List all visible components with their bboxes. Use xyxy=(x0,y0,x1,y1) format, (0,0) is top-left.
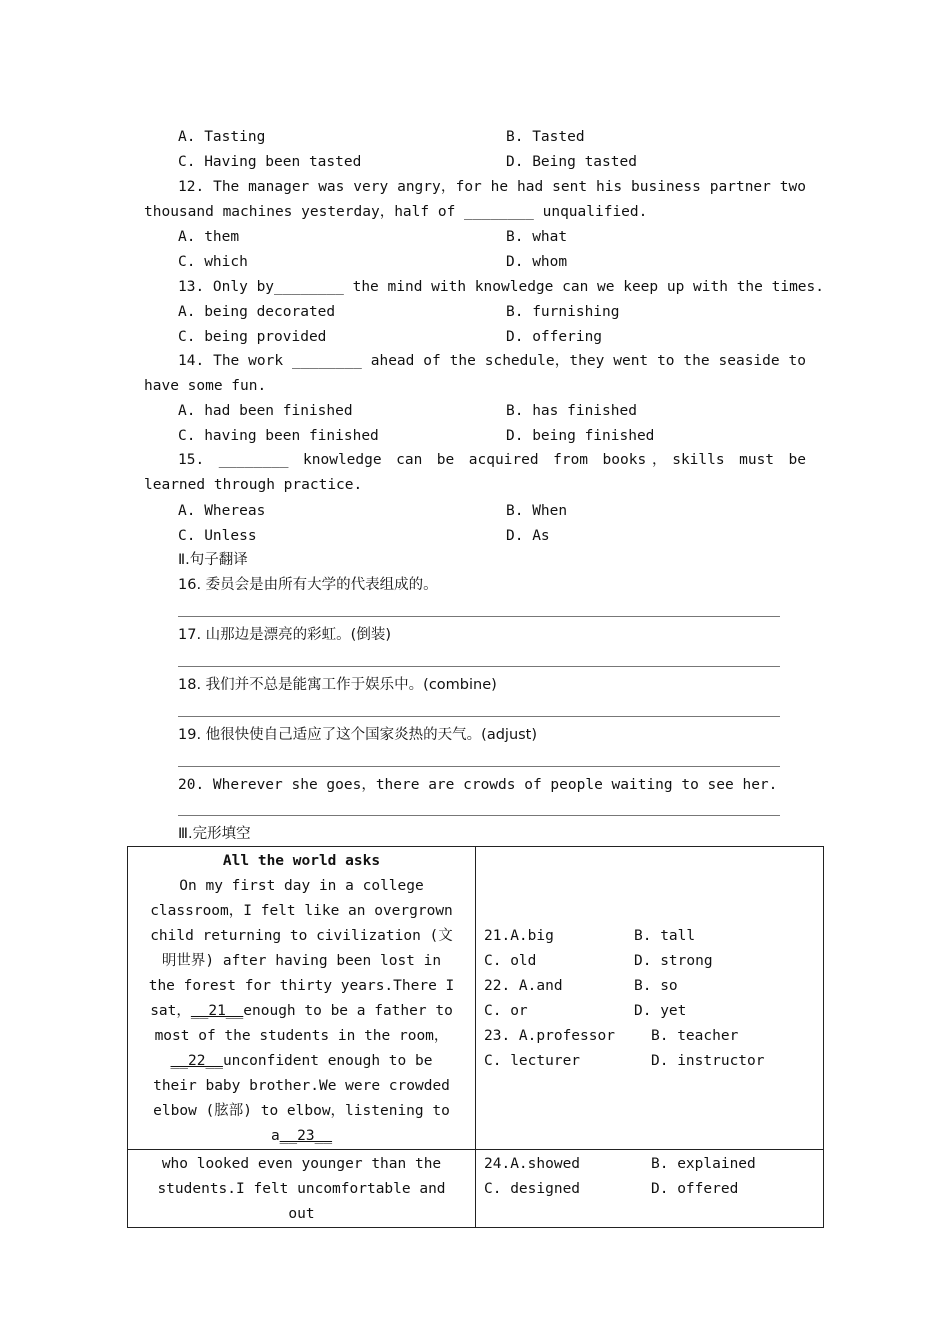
q12-option-b: B. what xyxy=(506,229,568,245)
q15-option-b: B. When xyxy=(506,503,568,519)
cloze-passage-cell xyxy=(128,847,476,1150)
option-22-b: B. so xyxy=(634,978,678,994)
cloze-table xyxy=(127,846,824,1228)
q11-option-c: C. Having been tasted xyxy=(178,154,362,170)
answer-line-17[interactable] xyxy=(178,666,780,667)
q12-stem: 12. The manager was very angry，for he had sent his business partner two thousand machines yesterday，half of ________ unqualified. xyxy=(144,179,806,220)
q12-option-c: C. which xyxy=(178,254,248,270)
answer-line-20[interactable] xyxy=(178,815,780,816)
section-3-heading: Ⅲ.完形填空 xyxy=(178,826,251,842)
translation-item-20: 20. Wherever she goes，there are crowds of people waiting to see her. xyxy=(178,777,778,793)
q13-stem: 13. Only by________ the mind with knowledge can we keep up with the times. xyxy=(178,279,825,295)
options-cell-21-23 xyxy=(476,847,824,1150)
option-23-b: B. teacher xyxy=(651,1028,739,1044)
option-24-c: C. designed xyxy=(484,1181,581,1197)
option-21-a: 21.A.big xyxy=(484,928,554,944)
translation-item-19: 19. 他很快使自己适应了这个国家炎热的天气。(adjust) xyxy=(178,727,538,743)
q14-option-c: C. having been finished xyxy=(178,428,379,444)
option-22-d: D. yet xyxy=(634,1003,687,1019)
q13-option-b: B. furnishing xyxy=(506,304,620,320)
q14-option-d: D. being finished xyxy=(506,428,655,444)
q12-option-a: A. them xyxy=(178,229,240,245)
option-23-a: 23. A.professor xyxy=(484,1028,615,1044)
q15-option-d: D. As xyxy=(506,528,550,544)
translation-item-18: 18. 我们并不总是能寓工作于娱乐中。(combine) xyxy=(178,677,497,693)
option-21-c: C. old xyxy=(484,953,537,969)
option-24-b: B. explained xyxy=(651,1156,756,1172)
cloze-passage xyxy=(128,847,475,1149)
q14-option-b: B. has finished xyxy=(506,403,637,419)
passage-title: All the world asks xyxy=(222,853,381,869)
q13-option-c: C. being provided xyxy=(178,329,327,345)
passage-paragraph-2: who looked even younger than the students.I felt uncomfortable and out xyxy=(157,1156,446,1222)
q13-option-a: A. being decorated xyxy=(178,304,336,320)
section-2-heading: Ⅱ.句子翻译 xyxy=(178,552,248,568)
option-24-a: 24.A.showed xyxy=(484,1156,581,1172)
options-cell-24 xyxy=(476,1150,824,1228)
blank-22[interactable]: __22__ xyxy=(170,1053,223,1069)
blank-21[interactable]: __21__ xyxy=(190,1003,244,1019)
answer-line-19[interactable] xyxy=(178,766,780,767)
q13-option-d: D. offering xyxy=(506,329,603,345)
answer-line-16[interactable] xyxy=(178,616,780,617)
option-24-d: D. offered xyxy=(651,1181,739,1197)
cloze-passage-continued xyxy=(128,1150,475,1227)
q11-option-a: A. Tasting xyxy=(178,129,266,145)
q15-stem: 15. ________ knowledge can be acquired from books，skills must be learned through practice. xyxy=(144,452,806,493)
option-22-a: 22. A.and xyxy=(484,978,563,994)
q15-option-c: C. Unless xyxy=(178,528,257,544)
q11-option-d: D. Being tasted xyxy=(506,154,637,170)
q11-option-b: B. Tasted xyxy=(506,129,585,145)
answer-line-18[interactable] xyxy=(178,716,780,717)
q12-option-d: D. whom xyxy=(506,254,568,270)
translation-item-17: 17. 山那边是漂亮的彩虹。(倒装) xyxy=(178,627,391,643)
q14-stem: 14. The work ________ ahead of the schedule，they went to the seaside to have some fun. xyxy=(144,353,806,394)
option-21-d: D. strong xyxy=(634,953,713,969)
option-23-d: D. instructor xyxy=(651,1053,765,1069)
blank-23[interactable]: __23__ xyxy=(279,1128,333,1144)
option-21-b: B. tall xyxy=(634,928,696,944)
passage-paragraph: On my first day in a college classroom，I felt like an overgrown child returning to civilization (文明世界) after having been lost in the forest for thirty years.There I sat，__21__enough to be a father to most of the students in the room，__22__unconfident enough to be their baby brother.We were crowded elbow (胘部) to elbow，listening to a__23__ xyxy=(148,878,455,1144)
q14-option-a: A. had been finished xyxy=(178,403,353,419)
option-22-c: C. or xyxy=(484,1003,528,1019)
option-23-c: C. lecturer xyxy=(484,1053,581,1069)
translation-item-16: 16. 委员会是由所有大学的代表组成的。 xyxy=(178,577,438,593)
cloze-passage-continued-cell xyxy=(128,1150,476,1228)
q15-option-a: A. Whereas xyxy=(178,503,266,519)
